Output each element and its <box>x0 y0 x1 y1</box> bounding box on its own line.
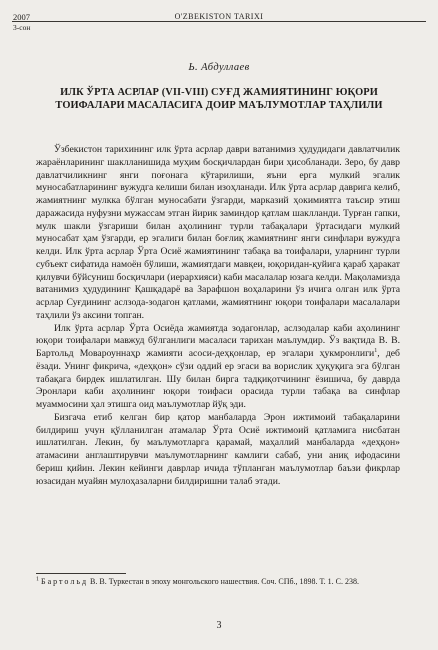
paragraph-3 <box>36 412 400 489</box>
paragraph-2 <box>36 323 400 412</box>
running-head-journal: O'ZBEKISTON TARIXI <box>174 12 264 21</box>
paragraph-text: Ўзбекистон тарихининг илк ўрта асрлар даври ватанимиз ҳудудидаги давлатчилик жараёнларининг шаклланишида муҳим босқичлардан бири ҳисобланади. Зеро, бу давр давлатчиликнинг янги поғонага кўтарилиши, яъни ерга мулкий эгалик муносабатларининг вужудга келиши билан изоҳланади. Илк ўрта асрлар даврига келиб, жамиятнинг мулкка бўлган муносабати ўзгарди, марказий ҳокимиятга таъсир этиш даражасида нуфузни мужассам этган йирик заминдор қатлам шаклланди. Турған гапки, мулк шакли ўзгариши билан аҳолининг турли табақалари ўртасидаги мулкий муносабат ҳам ўзгарди, ер эгалиги билан боғлиқ жамиятнинг янги синфлари вужудга келди. Илк ўрта асрлар Ўрта Осиё жамиятининг табақа ва тоифалари, уларнинг турли субъект сифатида намоён бўлиши, жамиятдаги мавқеи, юқоридан-қуйига қараб ҳаракат қилувчи бўйсуниш босқичлари (иерархияси) каби масалалар юзага келди. Мақоламизда ватанимиз ҳудудининг Қашқадарё ва Зарафшон воҳаларини ўз ичига олган илк ўрта асрлар Суғдининг аслзода-зодагон қатлами, жамиятнинг юқори тоифалари масалалари таҳлили ўз аксини топган. <box>36 144 400 321</box>
footnote-rule <box>36 573 126 574</box>
running-head-year: 2007 <box>13 12 30 22</box>
footnote-author: Бартольд <box>41 577 89 586</box>
running-head-issue: 3-сон <box>13 23 31 32</box>
footnote <box>36 577 400 588</box>
article-author: Ь. Абдуллаев <box>188 62 250 73</box>
article-title: ИЛК ЎРТА АСРЛАР (VII-VIII) СУҒД ЖАМИЯТИНИНГ ЮҚОРИ ТОИФАЛАРИ МАСАЛАСИГА ДОИР МАЪЛУМОТЛАР ТАҲЛИЛИ <box>55 87 383 111</box>
footnote-text: В. В. Туркестан в эпоху монгольского нашествия. Соч. СПб., 1898. Т. 1. С. 238. <box>88 577 359 586</box>
paragraph-text: Илк ўрта асрлар Ўрта Осиёда жамиятда зодагонлар, аслзодалар каби аҳолининг юқори тоифалари мавжуд бўлганлиги масаласи тарихан маълумдир. Ўз вақтида В. В. Бартольд Мовароуннаҳр жамияти асоси-деҳқонлар, ер эгалари ҳукмронлиги <box>36 322 400 359</box>
header-rule <box>12 21 426 22</box>
paragraph-text: Бизгача етиб келган бир қатор манбаларда Эрон ижтимоий табақаларини билдириш учун қўлланилган атамалар Ўрта Осиё ижтимоий қатламига нисбатан ишлатилган. Лекин, бу маълумотларга қарамай, маҳаллий манбаларда «деҳқон» атамасини англаштирувчи маълумотларнинг камлиги сабаб, уни аниқ ифодасини бериш қийин. Лекин кейинги даврлар ичида тўпланган маълумотлар баъзи фикрлар юзасидан муайян мулоҳазаларни билдиришни талаб этади. <box>36 411 400 487</box>
article-body <box>36 144 400 488</box>
footnote-ref[interactable]: 1 <box>374 347 378 354</box>
paragraph-text-tail: , деб ёзади. Унинг фикрича, «деҳқон» сўзи оддий ер эгаси ва ворислик ҳуқуқига эга бўлган табақага бирдек ишлатилган. Шу билан бирга тадқиқотчининг ёзишича, бу даврда Эронлари каби аҳолининг юқори тоифаси орасида турли табақа ва синфлар муаммосини ҳал этишга оид маълумотлар йўқ эди. <box>36 348 400 410</box>
footnote-number: 1 <box>36 576 39 583</box>
paragraph-1 <box>36 144 400 323</box>
page-number: 3 <box>216 620 222 631</box>
